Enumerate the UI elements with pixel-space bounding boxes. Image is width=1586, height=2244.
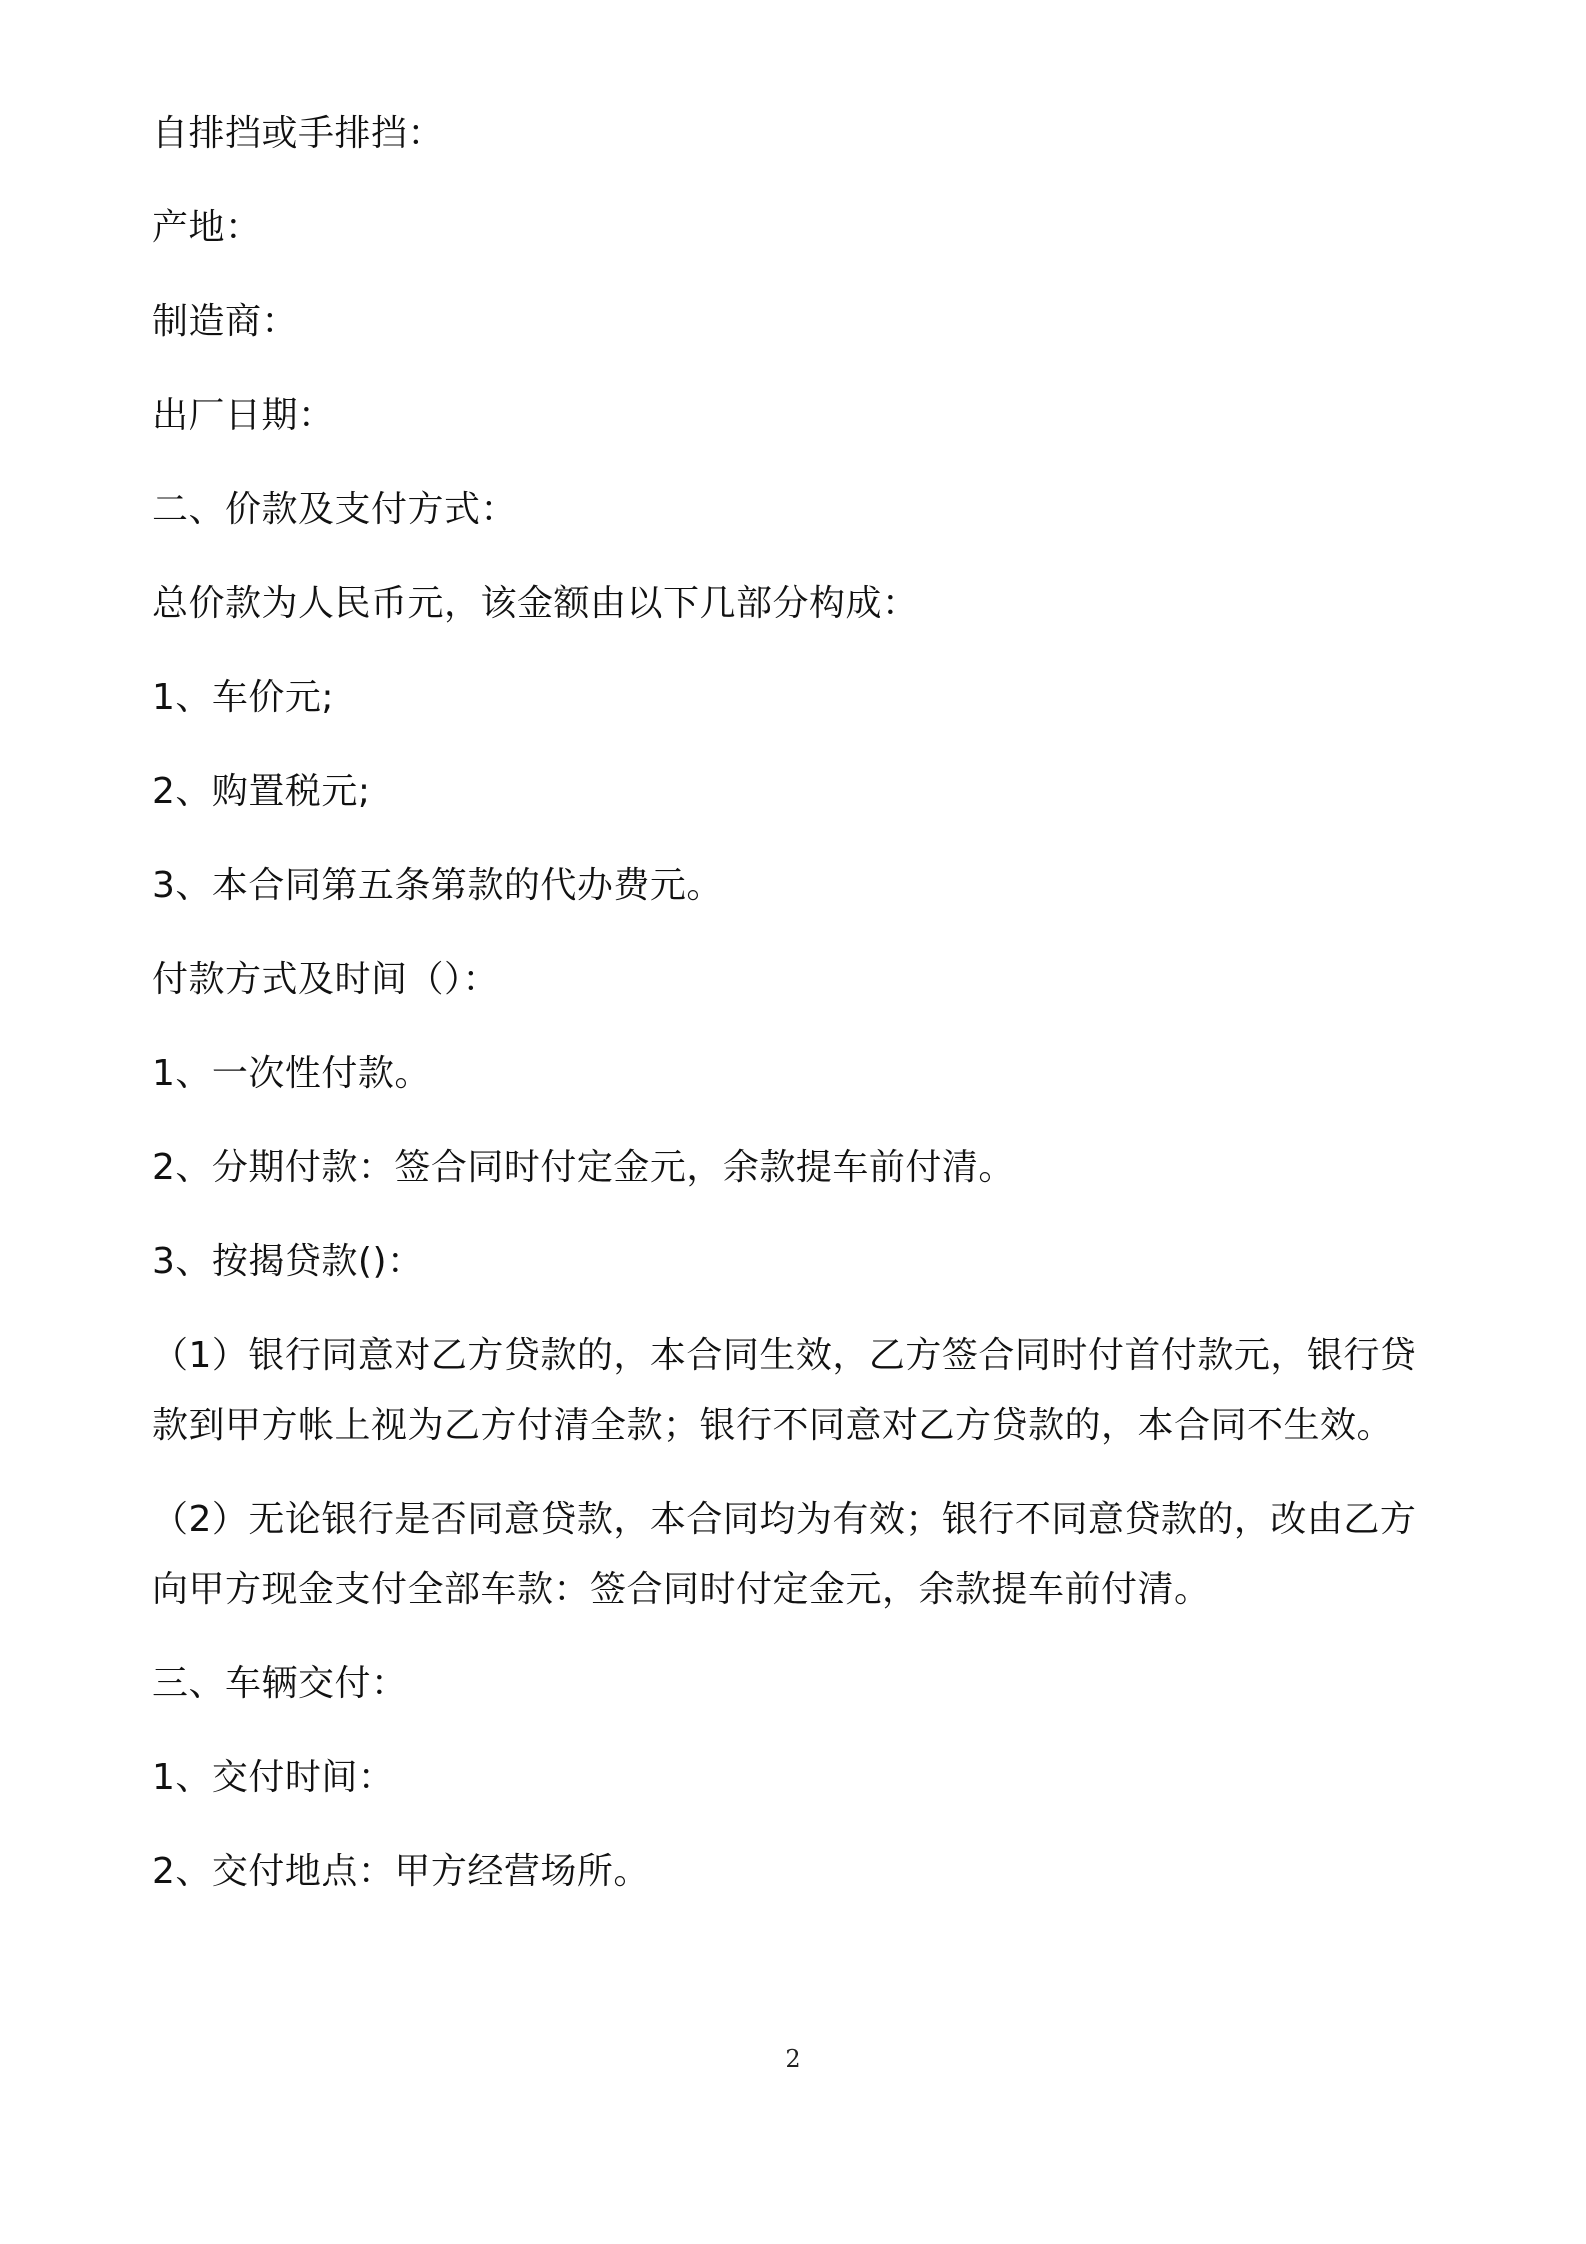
mortgage-clause-1-line-1: （1）银行同意对乙方贷款的，本合同生效，乙方签合同时付首付款元，银行贷: [152, 1335, 1417, 1376]
price-item-purchase-tax: 2、购置税元;: [152, 771, 371, 812]
total-price-line: 总价款为人民币元，该金额由以下几部分构成：: [152, 583, 919, 624]
page-number: 2: [785, 2045, 801, 2073]
payment-option-lump-sum: 1、一次性付款。: [152, 1053, 431, 1094]
price-item-car: 1、车价元;: [152, 677, 335, 718]
section-heading-delivery: 三、车辆交付：: [152, 1663, 408, 1704]
field-manufacturer: 制造商：: [152, 301, 299, 342]
payment-option-mortgage: 3、按揭贷款()：: [152, 1241, 424, 1282]
field-origin: 产地：: [152, 207, 262, 248]
price-item-agency-fee: 3、本合同第五条第款的代办费元。: [152, 865, 723, 906]
mortgage-clause-1-line-2: 款到甲方帐上视为乙方付清全款；银行不同意对乙方贷款的，本合同不生效。: [152, 1405, 1394, 1446]
delivery-time: 1、交付时间：: [152, 1757, 395, 1798]
field-transmission: 自排挡或手排挡：: [152, 113, 445, 154]
payment-option-installment: 2、分期付款：签合同时付定金元，余款提车前付清。: [152, 1147, 1015, 1188]
payment-method-heading: 付款方式及时间（）：: [152, 959, 500, 1000]
delivery-location: 2、交付地点：甲方经营场所。: [152, 1851, 650, 1892]
field-production-date: 出厂日期：: [152, 395, 335, 436]
section-heading-price-payment: 二、价款及支付方式：: [152, 489, 518, 530]
document-body: [152, 110, 1452, 1942]
mortgage-clause-2: [152, 1496, 1452, 1614]
mortgage-clause-1: [152, 1332, 1452, 1450]
mortgage-clause-2-line-2: 向甲方现金支付全部车款：签合同时付定金元，余款提车前付清。: [152, 1569, 1211, 1610]
mortgage-clause-2-line-1: （2）无论银行是否同意贷款，本合同均为有效；银行不同意贷款的，改由乙方: [152, 1499, 1417, 1540]
